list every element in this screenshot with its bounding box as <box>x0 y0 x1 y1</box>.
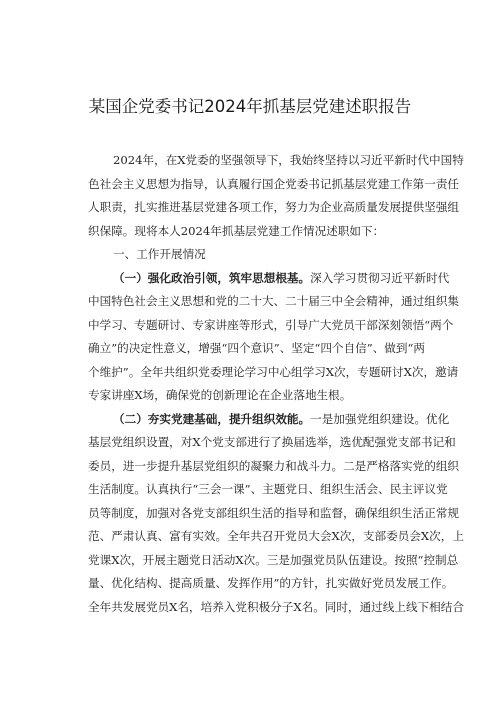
section-heading <box>88 243 423 267</box>
document-body <box>88 149 464 619</box>
line-text: 中学习、专题研讨、专家讲座等形式，引导广大党员干部深刻领悟“两个 <box>88 317 454 332</box>
line-text: 全年共发展党员X名，培养入党积极分子X名。同时，通过线上线下相结合 <box>88 599 464 614</box>
line-text: 专家讲座X场，确保党的创新理论在企业落地生根。 <box>88 388 352 402</box>
text-line <box>88 337 426 361</box>
text-line <box>88 173 460 197</box>
text-line <box>88 455 460 479</box>
text-line <box>88 220 423 244</box>
text-line <box>88 243 423 267</box>
text-line <box>88 314 454 338</box>
line-text: 织保障。现将本人2024年抓基层党建工作情况述职如下： <box>88 223 385 238</box>
text-line <box>88 502 460 526</box>
text-line <box>88 149 464 173</box>
text-line <box>88 408 450 432</box>
intro-paragraph <box>88 149 464 243</box>
text-line <box>88 384 423 408</box>
line-text: 范、严肃认真、富有实效。全年共召开党员大会X次，支部委员会X次，上 <box>88 529 464 543</box>
line-text: 中国特色社会主义思想和党的二十大、二十届三中全会精神，通过组织集 <box>88 294 460 308</box>
line-text: 委员，进一步提升基层党组织的凝聚力和战斗力。二是严格落实党的组织 <box>88 458 460 473</box>
paragraph-one <box>88 267 460 408</box>
line-text: 一是加强党组织建设。优化 <box>310 411 450 426</box>
text-line <box>88 525 464 549</box>
text-line <box>88 572 454 596</box>
text-line <box>88 596 464 620</box>
line-text: 2024年，在X党委的坚强领导下，我始终坚持以习近平新时代中国特 <box>113 153 464 167</box>
line-text: 确立”的决定性意义，增强“四个意识”、坚定“四个自信”、做到“两 <box>88 341 426 355</box>
text-line <box>88 290 460 314</box>
line-text: 基层党组织设置，对X个党支部进行了换届选举，选优配强党支部书记和 <box>88 435 456 449</box>
line-text: 人职责，扎实推进基层党建各项工作，努力为企业高质量发展提供坚强组 <box>88 200 460 214</box>
text-line <box>88 431 456 455</box>
line-text: 一、工作开展情况 <box>113 247 206 261</box>
line-text: 色社会主义思想为指导，认真履行国企党委书记抓基层党建工作第一责任 <box>88 176 460 191</box>
text-line <box>88 361 459 385</box>
text-line <box>88 196 460 220</box>
line-text: 个维护”。全年共组织党委理论学习中心组学习X次，专题研讨X次，邀请 <box>88 364 459 379</box>
line-text: 深入学习贯彻习近平新时代 <box>310 270 450 285</box>
bold-lead-text: （一）强化政治引领，筑牢思想根基。 <box>113 270 311 285</box>
paragraph-two <box>88 408 464 620</box>
document-title: 某国企党委书记2024年抓基层党建述职报告 <box>88 97 412 116</box>
bold-lead-text: （二）夯实党建基础，提升组织效能。 <box>113 411 311 426</box>
text-line <box>88 549 459 573</box>
line-text: 量、优化结构、提高质量、发挥作用”的方针，扎实做好党员发展工作。 <box>88 576 454 590</box>
line-text: 党课X次，开展主题党日活动X次。三是加强党员队伍建设。按照“控制总 <box>88 552 459 567</box>
text-line <box>88 478 448 502</box>
line-text: 员等制度，加强对各党支部组织生活的指导和监督，确保组织生活正常规 <box>88 505 460 520</box>
line-text: 生活制度。认真执行“三会一课”、主题党日、组织生活会、民主评议党 <box>88 482 448 496</box>
text-line <box>88 267 450 291</box>
